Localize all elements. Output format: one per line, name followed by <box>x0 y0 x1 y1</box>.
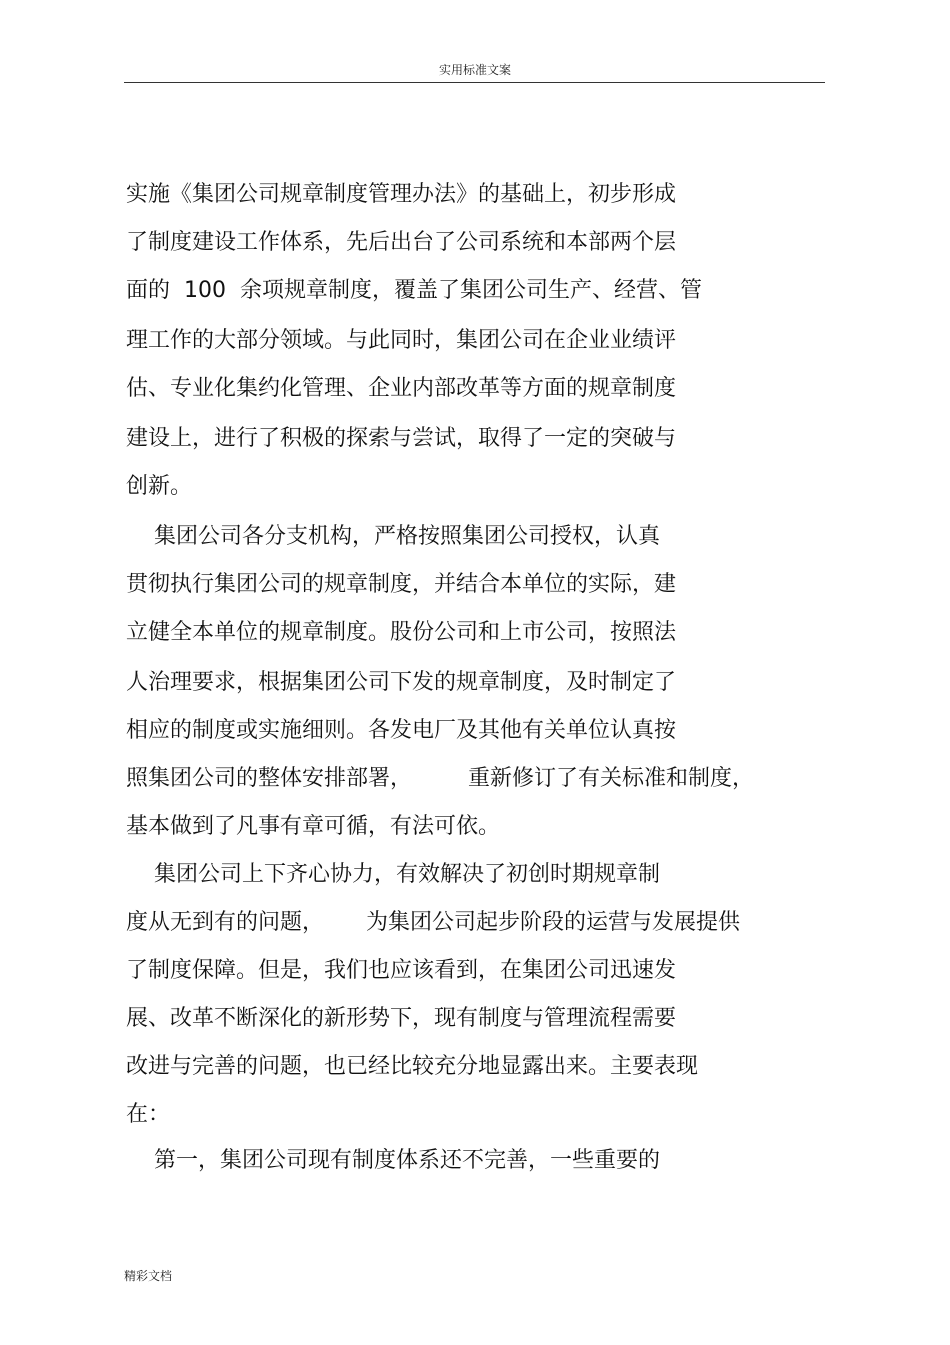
header-divider <box>124 82 825 83</box>
body-line-14: 基本做到了凡事有章可循，有法可依。 <box>126 814 501 839</box>
body-line-2: 了制度建设工作体系，先后出台了公司系统和本部两个层 <box>126 230 677 255</box>
body-line-7: 创新。 <box>126 474 193 499</box>
body-line-12: 相应的制度或实施细则。各发电厂及其他有关单位认真按 <box>126 718 677 743</box>
body-line-15: 集团公司上下齐心协力，有效解决了初创时期规章制 <box>126 862 660 887</box>
body-line-5: 估、专业化集约化管理、企业内部改革等方面的规章制度 <box>126 376 677 401</box>
header-title: 实用标准文案 <box>438 63 511 77</box>
body-line-11: 人治理要求，根据集团公司下发的规章制度，及时制定了 <box>126 670 677 695</box>
body-line-4: 理工作的大部分领域。与此同时，集团公司在企业业绩评 <box>126 328 677 353</box>
page-footer-label: 精彩文档 <box>124 1269 173 1283</box>
body-line-19: 改进与完善的问题，也已经比较充分地显露出来。主要表现 <box>126 1054 699 1079</box>
body-line-13: 照集团公司的整体安排部署， 重新修订了有关标准和制度， <box>126 766 754 791</box>
body-line-6: 建设上，进行了积极的探索与尝试，取得了一定的突破与 <box>126 426 677 451</box>
body-line-17: 了制度保障。但是，我们也应该看到，在集团公司迅速发 <box>126 958 677 983</box>
body-line-3: 面的 100 余项规章制度，覆盖了集团公司生产、经营、管 <box>126 278 702 303</box>
body-line-10: 立健全本单位的规章制度。股份公司和上市公司，按照法 <box>126 620 677 645</box>
body-line-16: 度从无到有的问题， 为集团公司起步阶段的运营与发展提供 <box>126 910 740 935</box>
body-line-1: 实施《集团公司规章制度管理办法》的基础上，初步形成 <box>126 182 677 207</box>
body-line-9: 贯彻执行集团公司的规章制度，并结合本单位的实际，建 <box>126 572 677 597</box>
page-header <box>0 0 950 84</box>
body-line-18: 展、改革不断深化的新形势下，现有制度与管理流程需要 <box>126 1006 677 1031</box>
body-line-20: 在： <box>126 1102 171 1127</box>
body-line-21: 第一，集团公司现有制度体系还不完善，一些重要的 <box>126 1148 660 1173</box>
body-line-8: 集团公司各分支机构，严格按照集团公司授权，认真 <box>126 524 660 549</box>
